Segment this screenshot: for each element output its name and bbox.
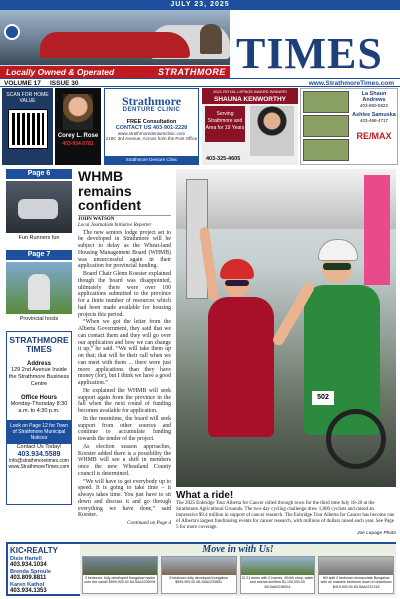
agent-phone: 403-934-0781 bbox=[62, 141, 94, 147]
article-paragraph: Board Chair Glenn Koester explained though the board was disappointed, ultimately there were over 100 applications submitted to the province for a finite number of resources which had been made available for housing projects this period. bbox=[78, 271, 171, 318]
article-paragraph: In the meantime, the board will seek support from other sources and continue to accumulate funding towards the tender of the project. bbox=[78, 415, 171, 442]
article-paragraph: “When we got the letter from the Alberta Government, they said that we can contact them and they will go over our application and how we can change it up,” he said. “We will take them up on that; that will be their call when we can meet with them ... there were just more applications than they have money (for), but I think we have a good application.” bbox=[78, 319, 171, 386]
move-in-title: Move in with Us! bbox=[202, 544, 274, 555]
issue-number: ISSUE 30 bbox=[50, 80, 79, 87]
lead-article bbox=[78, 168, 171, 526]
remax-logo: RE/MAX bbox=[356, 131, 392, 141]
hours-value: Monday-Thursday 8:30 a.m. to 4:30 p.m. bbox=[10, 401, 68, 414]
kic-realty-ad[interactable] bbox=[6, 542, 396, 596]
shauna-ad[interactable] bbox=[202, 88, 298, 165]
listing-card[interactable] bbox=[161, 556, 237, 594]
agent-name: Corey L. Rose bbox=[57, 133, 99, 139]
continued-link[interactable]: Continued on Page 4 bbox=[127, 520, 171, 526]
cyclist-red bbox=[206, 259, 276, 487]
photo-caption bbox=[176, 490, 396, 538]
masthead bbox=[0, 10, 400, 86]
agent1-name: La Shaun Andrews bbox=[361, 91, 387, 103]
agent-phone: 403.934.1353 bbox=[10, 588, 47, 594]
article-body bbox=[78, 230, 171, 520]
shauna-photo bbox=[250, 106, 294, 156]
municipal-notice[interactable]: Look on Page 12 for Town of Strathmore Municipal Notices bbox=[7, 420, 71, 444]
volume-number: VOLUME 17 bbox=[4, 80, 41, 87]
home-value-label: SCAN FOR HOME VALUE bbox=[6, 92, 49, 104]
listing-text: 5 bedroom fully developed bungalow $599,900.00 MLS#A2233851 bbox=[169, 576, 228, 585]
paper-info-box bbox=[6, 331, 72, 505]
tagline: Locally Owned & Operated bbox=[0, 66, 230, 78]
article-paragraph: As election season approaches, Koester added there is a possibility the WHMB will see a shift in members once the new Wheatland County council is determined. bbox=[78, 443, 171, 477]
qr-code-icon[interactable] bbox=[9, 110, 47, 148]
contact-website[interactable]: www.StrathmoreTimes.com bbox=[8, 464, 70, 470]
listing-card[interactable] bbox=[240, 556, 316, 594]
masthead-website[interactable]: www.StrathmoreTimes.com bbox=[308, 80, 394, 87]
listing-photos bbox=[303, 91, 349, 163]
agent2-name: Ashlee Samuska bbox=[352, 112, 396, 118]
agent-phone: 403.809.8811 bbox=[10, 575, 47, 581]
photo-headline: What a ride! bbox=[176, 490, 234, 501]
agent-name: Karen Kathol bbox=[10, 582, 45, 588]
author-role: Local Journalism Initiative Reporter bbox=[78, 222, 152, 228]
volume-bar bbox=[0, 78, 400, 87]
sidebar-page7-title[interactable]: Page 7 bbox=[6, 250, 72, 260]
shauna-box: Serving Strathmore and Area for 19 Years bbox=[205, 106, 245, 142]
clinic-web: www.strathmoredentureclinic.com bbox=[117, 131, 186, 136]
info-box-title: STRATHMORE TIMES bbox=[9, 335, 69, 354]
clinic-subtitle: DENTURE CLINIC bbox=[122, 107, 181, 113]
race-bib: 502 bbox=[312, 391, 334, 405]
agent-phone: 403.934.1034 bbox=[10, 562, 47, 568]
agent2-phone: 403-498-4717 bbox=[359, 118, 389, 123]
top-ad-row bbox=[0, 88, 400, 165]
article-headline[interactable]: WHMB remains confident bbox=[78, 168, 141, 213]
listing-text: Hill split 2 bedroom immaculate Bungalow with on masters bedroom down to downtown $419,900.00 MLS#A2237418 bbox=[320, 576, 392, 589]
paper-seal-icon bbox=[4, 24, 20, 40]
sidebar bbox=[6, 169, 72, 539]
photo-credit: Joe Lepage Photo bbox=[357, 531, 396, 536]
address-label: Address bbox=[26, 361, 51, 367]
article-paragraph: He explained the WHMB will seek support again from the province in the fall when the next round of funding becomes available for application. bbox=[78, 387, 171, 414]
clinic-address: 218C 3rd Avenue, Across from the Post Office bbox=[105, 136, 198, 141]
page7-thumbnail[interactable] bbox=[6, 262, 72, 314]
shauna-phone: 403-325-4605 bbox=[206, 156, 241, 162]
cyclists-photo bbox=[176, 169, 396, 487]
listing-text: 12.21 acres with 2 homes, 40x60 shop, water and animal shelters $1,100,000.00 MLS#A2236004 bbox=[241, 576, 314, 589]
clinic-call: CONTACT US 403-901-2228 bbox=[115, 125, 188, 131]
agent-name: Brenda Sproule bbox=[10, 569, 51, 575]
kic-logo: KIC•REALTY bbox=[10, 546, 58, 555]
listing-card[interactable] bbox=[82, 556, 158, 594]
photo-caption-text: The 2025 Enbridge Tour Alberta for Cancer rolled through town for the third time July 18-20 at the Strathmore Agricultural Grounds. The two-day cycling challenge drew 1,800 cyclists and raised an impressive $9.4 million in support of cancer research. The Enbridge Tour Alberta for Cancer has become one of Alberta's largest fundraising events for cancer research, with millions of dollars raised each year. See Page 5 for more coverage. bbox=[176, 501, 395, 530]
listing-card[interactable] bbox=[318, 556, 394, 594]
contact-phone[interactable]: 403.934.5589 bbox=[17, 451, 61, 458]
kic-agents bbox=[10, 546, 78, 594]
agent1-phone: 403-850-5922 bbox=[359, 103, 389, 108]
clinic-free: FREE Consultation bbox=[126, 119, 177, 125]
masthead-photo bbox=[0, 10, 230, 65]
byline bbox=[78, 215, 171, 229]
agent-name: Dixie Hartell bbox=[10, 556, 42, 562]
page6-thumbnail[interactable] bbox=[6, 181, 72, 233]
page6-caption: Fun Runners fun bbox=[18, 235, 60, 241]
masthead-town: STRATHMORE bbox=[158, 67, 226, 77]
award-header: 2021 ROYAL LEPAGE AWARD WINNER! bbox=[202, 88, 298, 95]
shauna-name: SHAUNA KENWORTHY bbox=[202, 95, 298, 104]
agent-photo bbox=[63, 94, 93, 130]
page7-caption: Provincial hosts bbox=[19, 316, 59, 322]
contact-email[interactable]: info@strathmoretimes.com bbox=[9, 458, 69, 464]
move-in-panel bbox=[80, 544, 396, 596]
corey-rose-ad[interactable] bbox=[55, 88, 101, 165]
address-value: 129 2nd Avenue Inside the Strathmore Business Centre bbox=[8, 367, 70, 387]
listing-text: 3 bedroom, fully developed bungalow backs onto the canal! $599,900.00 MLS#A2236094 bbox=[84, 576, 156, 585]
listings bbox=[82, 556, 394, 594]
clinic-footer: Strathmore Denture Clinic bbox=[105, 156, 198, 164]
hours-label: Office Hours bbox=[20, 395, 57, 401]
article-paragraph: The new seniors lodge project set to be developed in Strathmore will be subject to delay as the Wheat-land Housing Management Board (WHMB) was unsuccessful again in their application for provincial funding. bbox=[78, 229, 171, 270]
article-paragraph: “We will have to get everybody up to speed. It is going to take time – it always takes time. You just have to sit down and discuss it and go through everything we have done,” said Koester. bbox=[78, 478, 171, 519]
contact-label: Contact Us Today! bbox=[16, 444, 62, 450]
sidebar-page6-title[interactable]: Page 6 bbox=[6, 169, 72, 179]
masthead-title: TIMES bbox=[236, 29, 383, 78]
clinic-title: Strathmore bbox=[121, 94, 182, 108]
andrews-remax-ad[interactable] bbox=[300, 88, 398, 165]
issue-date: JULY 23, 2025 bbox=[0, 0, 400, 10]
denture-clinic-ad[interactable] bbox=[104, 88, 199, 165]
author-name: JOHN WATSON bbox=[78, 216, 115, 222]
home-value-ad[interactable] bbox=[2, 88, 53, 165]
bicycle-wheel bbox=[326, 409, 386, 469]
